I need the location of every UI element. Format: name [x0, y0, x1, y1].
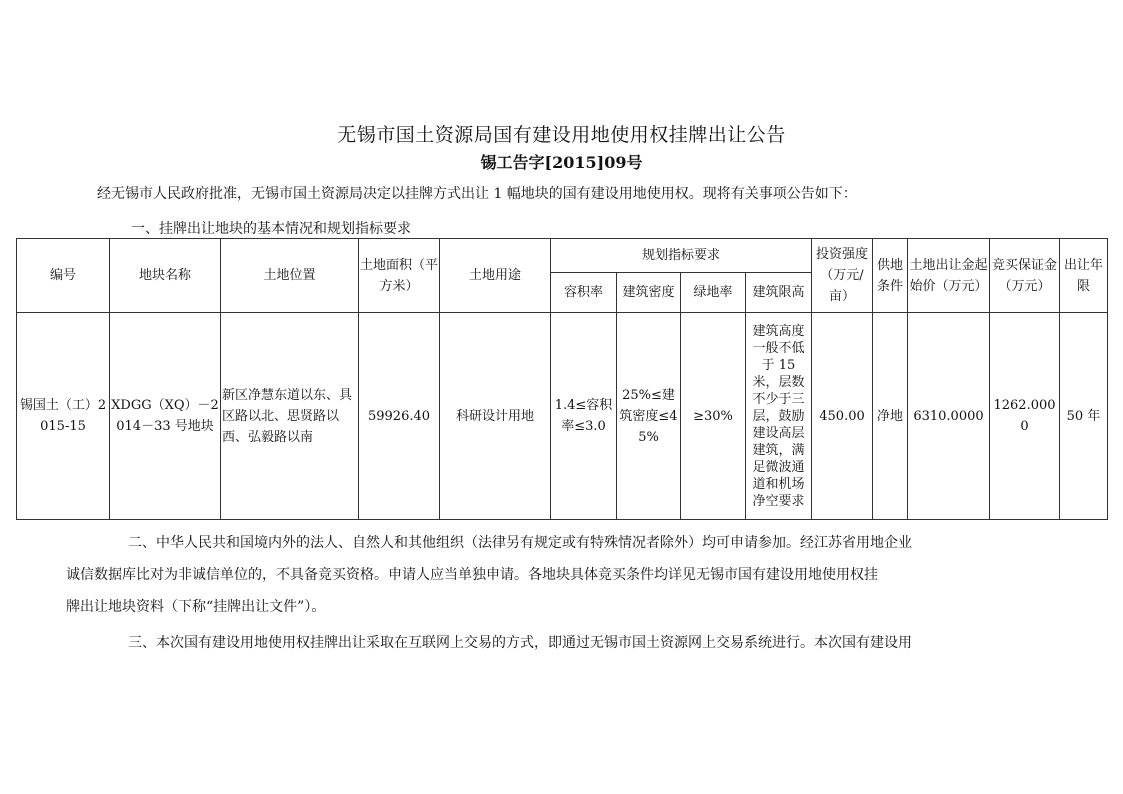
- intro-paragraph: 经无锡市人民政府批准，无锡市国土资源局决定以挂牌方式出让 1 幅地块的国有建设用地使用权。现将有关事项公告如下：: [97, 186, 857, 202]
- header-supply: 供地条件: [873, 239, 908, 313]
- cell-green: ≥30%: [681, 313, 746, 520]
- header-planning-group: 规划指标要求: [551, 239, 812, 273]
- section-2-line: 诚信数据库比对为非诚信单位的，不具备竞买资格。申请人应当单独申请。各地块具体竞买条件均详见无锡市国有建设用地使用权挂: [66, 567, 878, 583]
- parcel-table: [16, 238, 1108, 520]
- cell-area: 59926.40: [359, 313, 440, 520]
- header-investment: 投资强度（万元/亩）: [812, 239, 873, 313]
- cell-deposit: 1262.0000: [990, 313, 1060, 520]
- cell-density: 25%≤建筑密度≤45%: [617, 313, 681, 520]
- header-use: 土地用途: [440, 239, 551, 313]
- header-far: 容积率: [551, 273, 617, 313]
- header-start-price: 土地出让金起始价（万元）: [908, 239, 990, 313]
- cell-id: 锡国土（工）2015-15: [17, 313, 110, 520]
- section-2-line: 牌出让地块资料（下称“挂牌出让文件”）。: [66, 599, 326, 615]
- section-1-heading: 一、挂牌出让地块的基本情况和规划指标要求: [131, 221, 411, 237]
- page-title: 无锡市国土资源局国有建设用地使用权挂牌出让公告: [337, 124, 786, 146]
- document-number: 锡工告字[2015]09号: [480, 153, 643, 172]
- header-location: 土地位置: [221, 239, 359, 313]
- cell-investment: 450.00: [812, 313, 873, 520]
- header-term: 出让年限: [1060, 239, 1108, 313]
- cell-supply: 净地: [873, 313, 908, 520]
- header-name: 地块名称: [110, 239, 221, 313]
- table-row: [17, 313, 1108, 520]
- header-density: 建筑密度: [617, 273, 681, 313]
- cell-height: 建筑高度一般不低于 15 米，层数不少于三层，鼓励建设高层建筑，满足微波通道和机场净空要求: [746, 313, 812, 520]
- header-id: 编号: [17, 239, 110, 313]
- cell-location: 新区净慧东道以东、具区路以北、思贤路以西、弘毅路以南: [221, 313, 359, 520]
- header-green: 绿地率: [681, 273, 746, 313]
- cell-term: 50 年: [1060, 313, 1108, 520]
- section-2-paragraph: [66, 533, 1037, 629]
- cell-use: 科研设计用地: [440, 313, 551, 520]
- section-3-paragraph: 三、本次国有建设用地使用权挂牌出让采取在互联网上交易的方式，即通过无锡市国土资源网上交易系统进行。本次国有建设用: [128, 635, 912, 651]
- header-deposit: 竞买保证金（万元）: [990, 239, 1060, 313]
- cell-start-price: 6310.0000: [908, 313, 990, 520]
- section-2-line: 二、中华人民共和国境内外的法人、自然人和其他组织（法律另有规定或有特殊情况者除外）均可申请参加。经江苏省用地企业: [128, 535, 912, 551]
- header-height: 建筑限高: [746, 273, 812, 313]
- cell-far: 1.4≤容积率≤3.0: [551, 313, 617, 520]
- header-area: 土地面积（平方米）: [359, 239, 440, 313]
- cell-name: XDGG（XQ）－2014－33 号地块: [110, 313, 221, 520]
